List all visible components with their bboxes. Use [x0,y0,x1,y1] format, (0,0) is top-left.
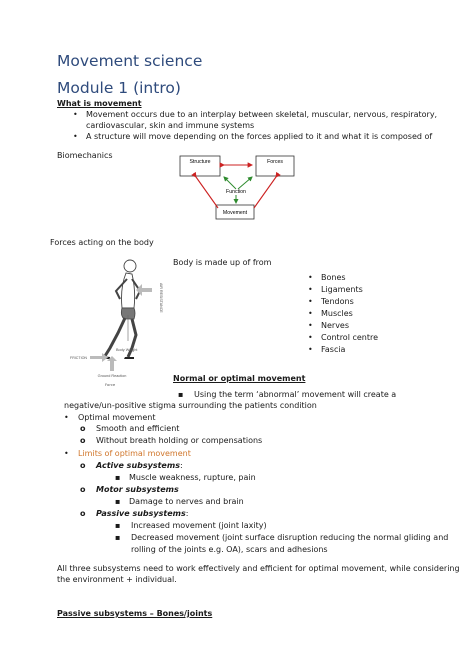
square-bullet-icon: ▪ [115,473,121,482]
limits-heading: Limits of optimal movement [78,449,191,458]
passive-item-2: Decreased movement (joint surface disruption reducing the normal gliding and [131,533,449,542]
structure-movement-arrow [196,177,218,208]
sub-bullet-icon: o [80,436,86,445]
body-label: Body is made up of from [173,258,272,267]
forces-movement-arrow [254,177,276,208]
function-label: Function [226,189,246,195]
biomechanics-diagram [176,153,300,221]
body-weight-label: Body Weight [116,348,138,352]
bullet-icon: • [73,132,78,141]
normal-text-2: negative/un-positive stigma surrounding the patients condition [64,401,317,410]
sub-bullet-icon: o [80,424,86,433]
sub-bullet-icon: o [80,509,86,518]
list-item: Control centre [321,333,379,342]
bullet-icon: • [73,110,78,119]
forces-label: Forces acting on the body [50,238,154,247]
summary-line-2: the environment + individual. [57,575,177,584]
list-item: Ligaments [321,285,363,294]
function-structure-arrow [224,177,236,189]
bullet-icon: • [308,297,313,306]
square-bullet-icon: ▪ [115,497,121,506]
bullet-icon: • [308,273,313,282]
sub-bullet-icon: o [80,485,86,494]
structure-label: Structure [189,159,211,165]
motor-item: Damage to nerves and brain [129,497,244,506]
movement-label: Movement [222,210,248,216]
passive-item-2-cont: rolling of the joints e.g. OA), scars and adhesions [131,545,328,554]
movement-bullet-1: Movement occurs due to an interplay between skeletal, muscular, nervous, respiratory, [86,110,438,119]
square-bullet-icon: ▪ [115,521,121,530]
movement-bullet-1-cont: cardiovascular, skin and immune systems [86,121,255,130]
air-resistance-label: AIR RESISTANCE [159,283,163,313]
active-item: Muscle weakness, rupture, pain [129,473,256,482]
bullet-icon: ▪ [178,390,184,399]
biomechanics-label: Biomechanics [57,151,113,160]
square-bullet-icon: ▪ [115,533,121,542]
friction-label: FRICTION [70,356,87,360]
list-item: Bones [321,273,346,282]
ground-reaction-label-2: Force [105,382,116,387]
page-title: Movement science [57,52,203,70]
normal-text-1: Using the term ‘abnormal’ movement will create a [194,390,397,399]
what-is-movement-heading: What is movement [57,99,142,108]
passive-item-1: Increased movement (joint laxity) [131,521,267,530]
bullet-icon: • [64,449,69,458]
bullet-icon: • [308,285,313,294]
list-item: Muscles [321,309,353,318]
bullet-icon: • [308,321,313,330]
optimal-movement: Optimal movement [78,413,156,422]
normal-movement-heading: Normal or optimal movement [173,374,306,383]
list-item: Fascia [321,345,346,354]
bullet-icon: • [64,413,69,422]
optimal-item-2: Without breath holding or compensations [96,436,263,445]
movement-bullet-2: A structure will move depending on the forces applied to it and what it is composed of [86,132,433,141]
runner-forces-figure [70,253,170,378]
function-forces-arrow [238,177,252,189]
active-subsystems: Active subsystems: [96,461,183,470]
bullet-icon: • [308,345,313,354]
motor-subsystems: Motor subsystems [96,485,179,494]
passive-subsystems: Passive subsystems: [96,509,189,518]
summary-line-1: All three subsystems need to work effectively and efficient for optimal movement, while considering [57,564,460,573]
list-item: Tendons [321,297,354,306]
ground-reaction-label: Ground Reaction [97,374,127,378]
bullet-icon: • [308,309,313,318]
list-item: Nerves [321,321,350,330]
bullet-icon: • [308,333,313,342]
module-title: Module 1 (intro) [57,79,181,97]
optimal-item-1: Smooth and efficient [96,424,180,433]
passive-subsystems-heading: Passive subsystems – Bones/joints [57,609,213,618]
forces-label: Forces [267,159,283,165]
sub-bullet-icon: o [80,461,86,470]
